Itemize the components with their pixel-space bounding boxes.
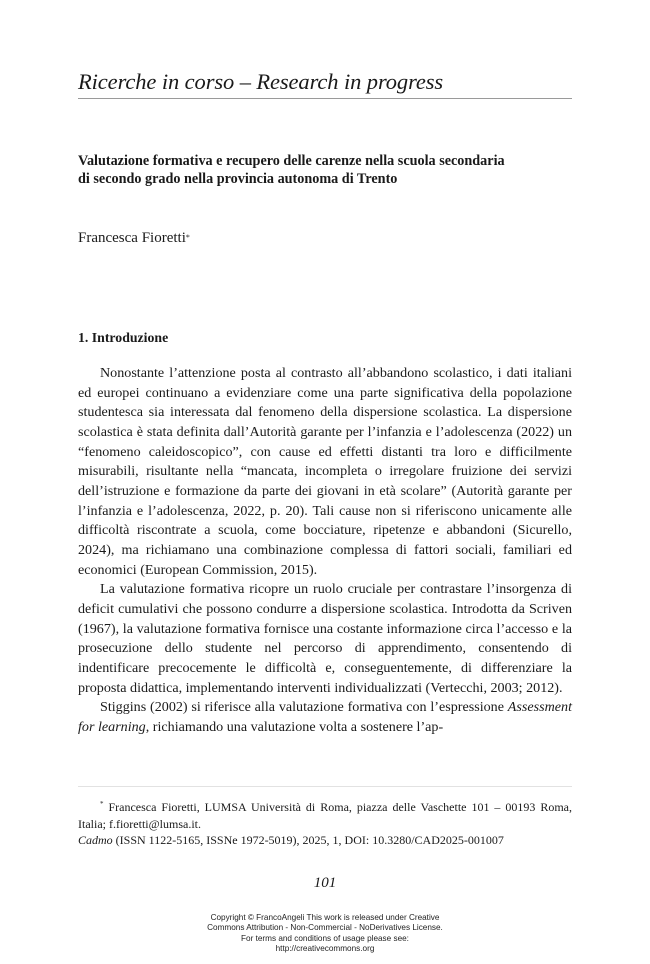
license-line-1: Copyright © FrancoAngeli This work is released under Creative	[210, 913, 440, 922]
footnote-mark: *	[100, 800, 104, 808]
paragraph-3	[78, 698, 572, 737]
section-heading: 1. Introduzione	[78, 330, 169, 345]
license-line-2: Commons Attribution - Non-Commercial - NoDerivatives License.	[207, 923, 443, 933]
paragraph-2: La valutazione formativa ricopre un ruolo cruciale per contrastare l’insorgenza di deficit cumulativi che possono condurre a dispersione scolastica. Introdotta da Scriven (1967), la valutazione formativa fornisce una costante informazione circa l’accesso e la prosecuzione dello studente nel percorso di apprendimento, consentendo di indentificare precocemente le difficoltà e, conseguentemente, di differenziare la proposta didattica, implementando interventi individualizzati (Vertecchi, 2003; 2012).	[78, 581, 572, 696]
paragraph-3-italic-term: Assessment for learning	[78, 699, 572, 735]
footnote	[78, 796, 572, 833]
body-text	[78, 364, 572, 737]
article-title	[78, 152, 578, 188]
license-line-3: For terms and conditions of usage please see:	[241, 933, 409, 943]
journal-details: (ISSN 1122-5165, ISSNe 1972-5019), 2025, 1, DOI: 10.3280/CAD2025-001007	[112, 833, 504, 847]
paragraph-3-end: , richiamando una valutazione volta a sostenere l’ap-	[145, 718, 444, 735]
article-title-line-2: di secondo grado nella provincia autonoma di Trento	[78, 171, 398, 187]
footnote-text: Francesca Fioretti, LUMSA Università di Roma, piazza delle Vaschette 101 – 00193 Roma, Italia; f.fioretti@lumsa.it.	[78, 800, 572, 831]
paragraph-3-start: Stiggins (2002) si riferisce alla valutazione formativa con l’espressione	[100, 699, 508, 716]
header-rule	[78, 98, 572, 99]
author-line	[78, 228, 190, 250]
license-link[interactable]: http://creativecommons.org	[275, 944, 375, 954]
article-title-line-1: Valutazione formativa e recupero delle carenze nella scuola secondaria	[78, 153, 505, 169]
footnote-rule	[78, 786, 572, 787]
author-footnote-mark: *	[185, 233, 190, 242]
running-header-title: Ricerche in corso – Research in progress	[78, 69, 444, 94]
journal-name: Cadmo	[78, 833, 113, 847]
paragraph-1: Nonostante l’attenzione posta al contrasto all’abbandono scolastico, i dati italiani ed europei continuano a evidenziare come una parte significativa della popolazione studentesca sia interessata dal fenomeno della dispersione scolastica. La dispersione scolastica è stata definita dall’Autorità garante per l’infanzia e l’adolescenza (2022) un “fenomeno caleidoscopico”, con cause ed effetti distanti tra loro e difficilmente misurabili, risultante nella “mancata, incompleta o irregolare fruizione dei servizi dell’istruzione e formazione da parte dei giovani in età scolare” (Autorità garante per l’infanzia e l’adolescenza, 2022, p. 20). Tali cause non si riferiscono unicamente alle difficoltà riscontrate a scuola, come bocciature, ripetenze e abbandoni (Sicurello, 2024), ma richiamano una combinazione complessa di fattori sociali, familiari ed economici (European Commission, 2015).	[78, 365, 572, 578]
license-notice	[0, 913, 650, 955]
author-name: Francesca Fioretti	[78, 230, 186, 246]
page-number: 101	[313, 875, 337, 891]
journal-citation	[78, 832, 572, 848]
